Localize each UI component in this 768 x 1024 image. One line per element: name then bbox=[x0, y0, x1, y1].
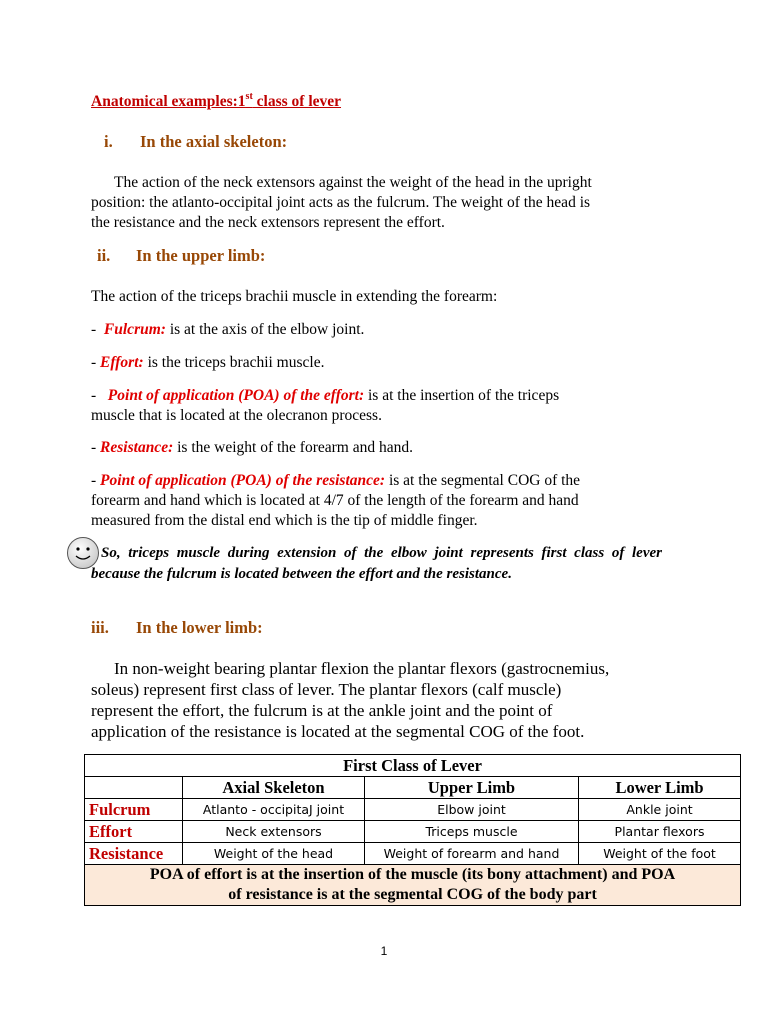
row-label: Fulcrum bbox=[85, 799, 183, 821]
table-cell: Elbow joint bbox=[365, 799, 579, 821]
table-cell: Weight of the foot bbox=[579, 843, 741, 865]
effort-label: Effort: bbox=[100, 354, 144, 371]
fulcrum-label: Fulcrum: bbox=[103, 321, 166, 338]
section-number: iii. bbox=[91, 618, 109, 637]
table-title: First Class of Lever bbox=[85, 755, 741, 777]
resistance-label: Resistance: bbox=[100, 439, 174, 456]
fulcrum-text: is at the axis of the elbow joint. bbox=[165, 321, 365, 338]
title-text: Anatomical examples:1 bbox=[91, 93, 246, 110]
page-title bbox=[91, 93, 341, 111]
paragraph-line: muscle that is located at the olecranon process. bbox=[91, 407, 382, 424]
section-title: In the axial skeleton: bbox=[140, 132, 288, 151]
section-axial-heading bbox=[104, 132, 287, 152]
poa-resistance-item: - Point of application (POA) of the resistance: is at the segmental COG of the forearm and hand which is located at 4/7 of the length of the forearm and hand measured from the distal end which is the tip of middle finger. bbox=[91, 472, 581, 529]
table-row bbox=[85, 843, 741, 865]
row-label: Effort bbox=[85, 821, 183, 843]
page-number: 1 bbox=[380, 944, 388, 958]
row-label: Resistance bbox=[85, 843, 183, 865]
section-title: In the lower limb: bbox=[136, 618, 263, 637]
section-number: i. bbox=[104, 132, 113, 151]
column-header: Lower Limb bbox=[579, 777, 741, 799]
paragraph-line: forearm and hand which is located at 4/7 of the length of the forearm and hand bbox=[91, 492, 579, 509]
conclusion-paragraph: So, triceps muscle during extension of the elbow joint represents first class of lever because the fulcrum is located between the effort and the resistance. bbox=[91, 545, 662, 582]
table-row bbox=[85, 799, 741, 821]
section-number: ii. bbox=[97, 246, 111, 265]
poa-effort-text: is at the insertion of the triceps bbox=[364, 387, 560, 404]
table-cell: Neck extensors bbox=[183, 821, 365, 843]
section-upper-heading bbox=[97, 246, 265, 266]
poa-effort-label: Point of application (POA) of the effort: bbox=[107, 387, 365, 404]
fulcrum-item: - Fulcrum: is at the axis of the elbow joint. bbox=[91, 321, 365, 338]
column-header: Upper Limb bbox=[365, 777, 579, 799]
paragraph-line: represent the effort, the fulcrum is at the ankle joint and the point of bbox=[91, 701, 553, 720]
paragraph-line: application of the resistance is located at the segmental COG of the foot. bbox=[91, 722, 585, 741]
lower-paragraph bbox=[91, 658, 609, 742]
table-cell: Ankle joint bbox=[579, 799, 741, 821]
upper-intro bbox=[91, 287, 497, 307]
paragraph-line: measured from the distal end which is the tip of middle finger. bbox=[91, 512, 478, 529]
effort-item: - Effort: is the triceps brachii muscle. bbox=[91, 354, 325, 371]
lever-table bbox=[84, 754, 741, 906]
paragraph-line: In non-weight bearing plantar flexion the plantar flexors (gastrocnemius, bbox=[114, 659, 610, 678]
paragraph-line: The action of the triceps brachii muscle in extending the forearm: bbox=[91, 288, 498, 305]
section-title: In the upper limb: bbox=[136, 246, 266, 265]
table-corner-cell bbox=[85, 777, 183, 799]
table-cell: Triceps muscle bbox=[365, 821, 579, 843]
poa-resistance-text: is at the segmental COG of the bbox=[385, 472, 581, 489]
paragraph-line: soleus) represent first class of lever. The plantar flexors (calf muscle) bbox=[91, 680, 562, 699]
title-superscript: st bbox=[245, 91, 253, 102]
title-suffix: class of lever bbox=[252, 93, 342, 110]
footer-line: POA of effort is at the insertion of the muscle (its bony attachment) and POA bbox=[149, 866, 676, 883]
resistance-item: - Resistance: is the weight of the forearm and hand. bbox=[91, 439, 413, 456]
resistance-text: is the weight of the forearm and hand. bbox=[173, 439, 413, 456]
poa-resistance-label: Point of application (POA) of the resistance: bbox=[100, 472, 386, 489]
effort-text: is the triceps brachii muscle. bbox=[143, 354, 325, 371]
table-cell: Weight of forearm and hand bbox=[365, 843, 579, 865]
section-lower-heading bbox=[91, 618, 263, 638]
table-row bbox=[85, 821, 741, 843]
column-header: Axial Skeleton bbox=[183, 777, 365, 799]
table-footer-row bbox=[85, 865, 741, 906]
poa-effort-item: - Point of application (POA) of the effort: is at the insertion of the triceps muscle that is located at the olecranon process. bbox=[91, 387, 560, 424]
table-footer bbox=[85, 865, 741, 906]
table-cell: Plantar flexors bbox=[579, 821, 741, 843]
paragraph-line: the resistance and the neck extensors represent the effort. bbox=[91, 214, 445, 231]
table-cell: Atlanto - occipitaJ joint bbox=[183, 799, 365, 821]
paragraph-line: The action of the neck extensors against the weight of the head in the upright bbox=[114, 174, 592, 191]
table-cell: Weight of the head bbox=[183, 843, 365, 865]
paragraph-line: position: the atlanto-occipital joint acts as the fulcrum. The weight of the head is bbox=[91, 194, 591, 211]
axial-paragraph bbox=[91, 173, 592, 233]
footer-line: of resistance is at the segmental COG of the body part bbox=[228, 886, 597, 903]
